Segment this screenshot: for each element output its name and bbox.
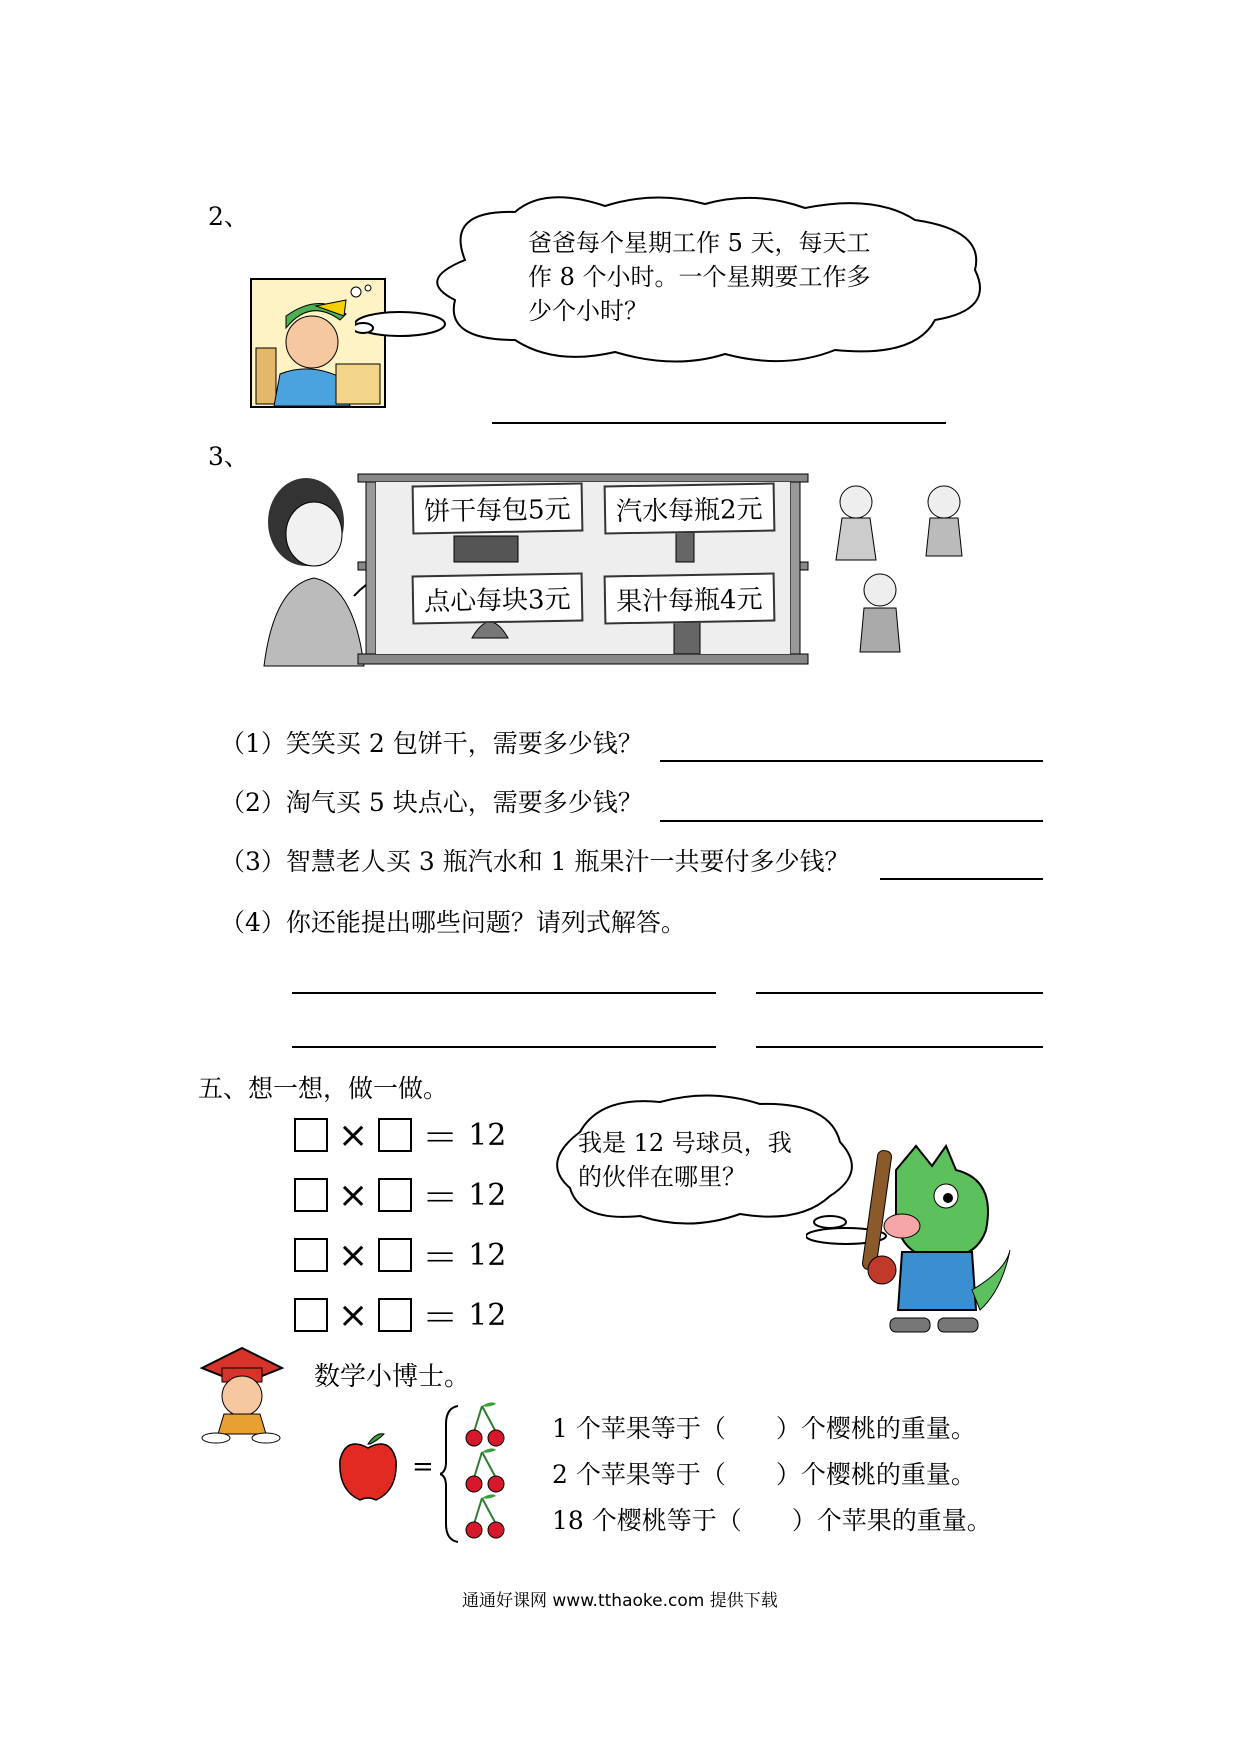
page-footer: 通通好课网 www.tthaoke.com 提供下载	[462, 1591, 778, 1611]
blank-box[interactable]	[294, 1238, 328, 1272]
cherries-icon	[462, 1400, 514, 1450]
price-sign-snack: 点心每块3元	[412, 573, 583, 625]
cherries-icon	[462, 1446, 514, 1496]
times-sign: ×	[338, 1114, 369, 1156]
price-sign-juice: 果汁每瓶4元	[604, 573, 775, 625]
q3-question-3: （3）智慧老人买 3 瓶汽水和 1 瓶果汁一共要付多少钱？	[220, 847, 850, 876]
blank-box[interactable]	[378, 1178, 412, 1212]
doctor-boy-illustration	[196, 1344, 286, 1444]
answer-line-q2[interactable]	[492, 422, 946, 424]
equation-row-3	[294, 1232, 506, 1278]
section-5-title: 五、想一想，做一做。	[198, 1074, 449, 1103]
dinosaur-player-illustration	[806, 1140, 1016, 1340]
doctor-section-title: 数学小博士。	[314, 1362, 471, 1392]
equals-sign: ＝	[422, 1297, 459, 1339]
doctor-line-1: 1 个苹果等于（ ）个樱桃的重量。	[552, 1414, 976, 1443]
equals-sign: ＝	[422, 1117, 459, 1159]
answer-line-q3-4a[interactable]	[292, 992, 716, 994]
equation-result: 12	[468, 1117, 507, 1153]
equals-sign: ＝	[422, 1237, 459, 1279]
equals-sign: =	[412, 1452, 434, 1482]
blank-box[interactable]	[378, 1298, 412, 1332]
answer-line-q3-1[interactable]	[660, 760, 1043, 762]
blank-box[interactable]	[294, 1178, 328, 1212]
answer-line-q3-2[interactable]	[660, 820, 1043, 822]
q3-question-4: （4）你还能提出哪些问题？请列式解答。	[220, 908, 686, 937]
q3-question-2: （2）淘气买 5 块点心，需要多少钱？	[220, 788, 643, 817]
doctor-line-3: 18 个樱桃等于（ ）个苹果的重量。	[552, 1506, 992, 1535]
bubble-q2-text: 爸爸每个星期工作 5 天，每天工 作 8 个小时。一个星期要工作多 少个小时？	[528, 229, 871, 325]
equation-row-4	[294, 1292, 506, 1338]
times-sign: ×	[338, 1174, 369, 1216]
apple-icon	[336, 1430, 400, 1502]
answer-line-q3-4b[interactable]	[756, 992, 1043, 994]
equation-result: 12	[468, 1297, 507, 1333]
question-2-number: 2、	[208, 202, 249, 231]
doctor-line-2: 2 个苹果等于（ ）个樱桃的重量。	[552, 1460, 976, 1489]
left-brace	[440, 1404, 460, 1544]
price-sign-soda: 汽水每瓶2元	[604, 483, 775, 535]
times-sign: ×	[338, 1294, 369, 1336]
equation-result: 12	[468, 1237, 507, 1273]
blank-box[interactable]	[294, 1298, 328, 1332]
answer-line-q3-4c[interactable]	[292, 1046, 716, 1048]
answer-line-q3-4d[interactable]	[756, 1046, 1043, 1048]
cherries-icon	[462, 1492, 514, 1542]
bubble-section-5-text: 我是 12 号球员，我 的伙伴在哪里？	[578, 1129, 792, 1191]
equation-row-1	[294, 1112, 506, 1158]
answer-line-q3-3[interactable]	[880, 878, 1043, 880]
blank-box[interactable]	[378, 1118, 412, 1152]
equation-result: 12	[468, 1177, 507, 1213]
times-sign: ×	[338, 1234, 369, 1276]
q3-question-1: （1）笑笑买 2 包饼干，需要多少钱？	[220, 729, 643, 758]
question-3-number: 3、	[208, 442, 249, 471]
blank-box[interactable]	[294, 1118, 328, 1152]
equals-sign: ＝	[422, 1177, 459, 1219]
three-customers-illustration	[820, 480, 1000, 660]
price-sign-biscuit: 饼干每包5元	[412, 483, 583, 535]
equation-row-2	[294, 1172, 506, 1218]
blank-box[interactable]	[378, 1238, 412, 1272]
